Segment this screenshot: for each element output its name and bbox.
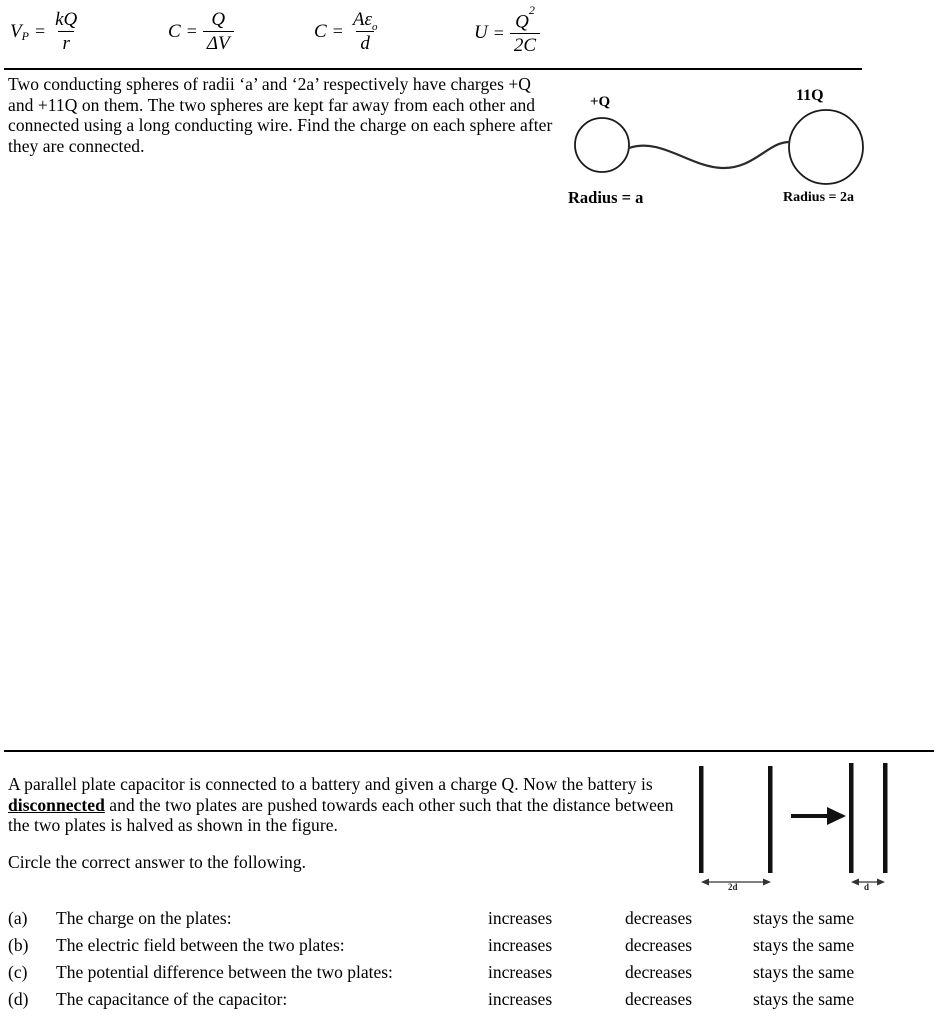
formula-lhs: V [10,20,22,42]
formula-lhs: C [314,20,327,42]
final-right-plate [883,763,888,873]
option-label: (c) [8,962,28,982]
option-label: (d) [8,989,29,1009]
option-d-choice-increases[interactable]: increases [488,989,553,1009]
option-b-choice-stays-the-same[interactable]: stays the same [753,935,855,955]
initial-right-plate [768,766,773,873]
equals-sign: = [34,21,46,42]
question2-emphasis: disconnected [8,794,105,815]
option-row-b [8,935,933,962]
option-label: (a) [8,908,28,928]
transition-arrow-icon [791,807,846,825]
large-sphere-outline [789,110,863,184]
formula-energy-stored [474,3,540,57]
question2-text-after: and the two plates are pushed towards each other such that the distance between the two plates is halved as shown in the figure. [8,794,674,835]
equals-sign: = [186,21,197,42]
fraction-denominator: 2C [510,33,540,56]
option-label: (b) [8,935,29,955]
fraction-numerator [349,10,382,31]
small-sphere-radius-label: Radius = a [568,188,644,207]
option-d-choice-decreases[interactable]: decreases [625,989,693,1009]
fraction-denominator: r [58,31,73,54]
option-c-choice-increases[interactable]: increases [488,962,553,982]
fraction-denominator: ΔV [203,31,234,54]
numerator-exponent: 2 [528,3,535,17]
fraction [51,10,81,54]
option-a-choice-increases[interactable]: increases [488,908,553,928]
large-sphere-radius-label: Radius = 2a [783,190,854,205]
answer-options-list [8,908,933,1016]
fraction-numerator [511,3,539,33]
fraction [510,3,540,57]
numerator-main: Q [515,11,529,33]
fraction-numerator: Q [211,9,226,30]
option-c-choice-stays-the-same[interactable]: stays the same [753,962,855,982]
question2-text [8,774,680,836]
figure-parallel-plate-capacitor [690,758,940,893]
question2-instruction: Circle the correct answer to the following. [8,852,307,872]
option-c-choice-decreases[interactable]: decreases [625,962,693,982]
initial-left-plate [699,766,704,873]
formula-capacitance-definition [168,10,234,54]
fraction [203,10,234,54]
final-left-plate [849,763,854,873]
question1-text: Two conducting spheres of radii ‘a’ and ‘2a’ respectively have charges +Q and +11Q on them. The two spheres are kept far away from each other and connected using a long conducting wire. Find the charge on each sphere after they are connected. [8,74,553,156]
large-sphere-charge-label: 11Q [796,87,824,104]
option-stem: The capacitance of the capacitor: [56,989,288,1009]
option-b-choice-decreases[interactable]: decreases [625,935,693,955]
formula-reference-strip [0,0,941,62]
equals-sign: = [332,21,343,42]
formula-lhs-subscript: P [21,29,29,44]
connecting-wire [629,142,789,168]
fraction-numerator: kQ [55,9,78,30]
numerator-subscript: o [371,21,378,33]
fraction-denominator: d [356,31,374,54]
numerator-main: Aε [352,9,372,30]
formula-parallel-plate-capacitance [314,10,381,54]
final-separation-label: d [864,882,870,892]
option-stem: The charge on the plates: [56,908,232,928]
option-d-choice-stays-the-same[interactable]: stays the same [753,989,855,1009]
option-b-choice-increases[interactable]: increases [488,935,553,955]
option-row-a [8,908,933,935]
option-stem: The potential difference between the two plates: [56,962,393,982]
option-a-choice-stays-the-same[interactable]: stays the same [753,908,855,928]
section-divider-middle [4,750,934,752]
small-sphere-charge-label: +Q [590,94,611,110]
fraction [349,10,382,54]
equals-sign: = [493,22,504,43]
figure-two-charged-spheres [550,85,940,210]
formula-potential-point-charge [10,10,81,54]
option-stem: The electric field between the two plates: [56,935,345,955]
initial-separation-label: 2d [728,882,738,892]
question2-text-before: A parallel plate capacitor is connected to a battery and given a charge Q. Now the battery is [8,774,653,794]
option-a-choice-decreases[interactable]: decreases [625,908,693,928]
formula-lhs: C [168,20,181,42]
option-row-d [8,989,933,1016]
formula-lhs: U [474,22,488,44]
small-sphere-outline [575,118,629,172]
option-row-c [8,962,933,989]
section-divider-top [4,68,862,70]
